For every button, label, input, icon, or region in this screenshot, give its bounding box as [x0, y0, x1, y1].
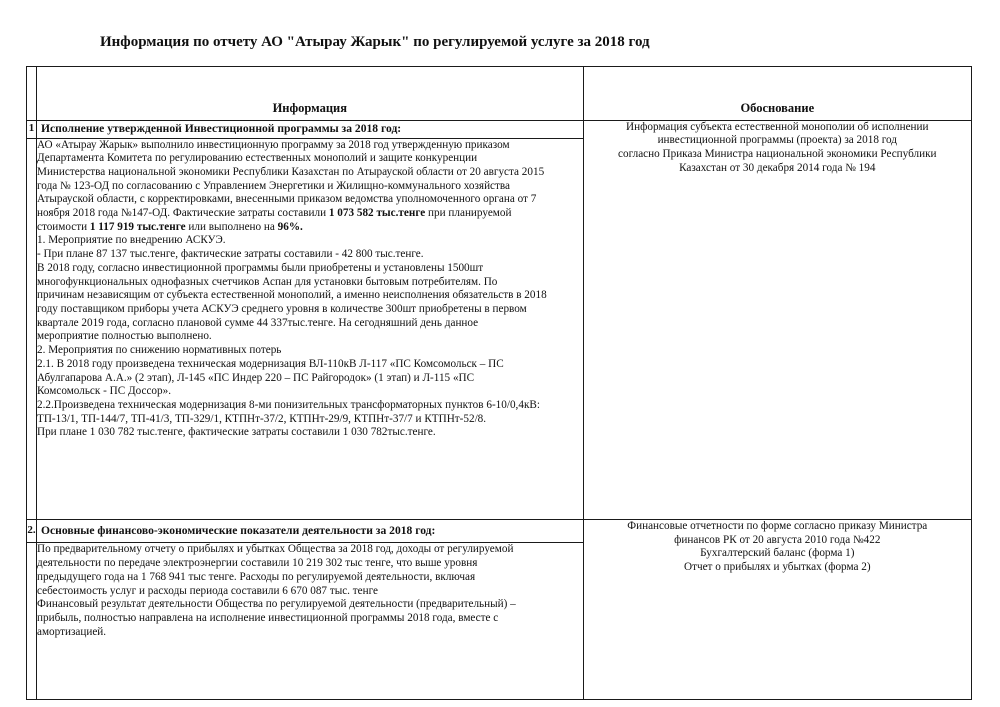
header-info: Информация	[37, 67, 584, 121]
text-line: причинам независящим от субъекта естественной монополий, а именно неисполнения обязательств в 2018	[37, 289, 547, 302]
section2-title: Основные финансово-экономические показатели деятельности за 2018 год:	[37, 519, 584, 542]
text-line: мероприятие полностью выполнено.	[37, 330, 212, 343]
section1-basis-line: инвестиционной программы (проекта) за 2018 год	[657, 134, 897, 147]
text-line: себестоимость услуг и расходы периода составили 6 670 087 тыс. тенге	[37, 584, 379, 597]
text-line: деятельности по передаче электроэнергии составили 10 219 302 тыс тенге, что выше уровня	[37, 557, 478, 570]
header-basis: Обоснование	[583, 67, 971, 121]
text-line	[37, 221, 583, 235]
section1-basis-line: согласно Приказа Министра национальной экономики Республики	[618, 148, 937, 161]
table-header-row	[27, 67, 972, 121]
text-line: Департамента Комитета по регулированию естественных монополий и защите конкуренции	[37, 152, 478, 165]
text-line: По предварительному отчету о прибылях и убытках Общества за 2018 год, доходы от регулируемой	[37, 543, 514, 556]
text-line: Министерства национальной экономики Республики Казахстан по Атырауской области от 20 августа 2015	[37, 165, 545, 178]
section1-basis-line: Казахстан от 30 декабря 2014 года № 194	[679, 161, 876, 174]
text-line: ТП-13/1, ТП-144/7, ТП-41/3, ТП-329/1, КТПНт-37/2, КТПНт-29/9, КТПНт-37/7 и КТПНт-52/8.	[37, 412, 487, 425]
section2-basis	[583, 519, 971, 699]
section1-basis	[583, 120, 971, 519]
section2-title-row	[27, 519, 972, 542]
text-line: 2.1. В 2018 году произведена техническая модернизация ВЛ-110кВ Л-117 «ПС Комсомольск – ПС	[37, 357, 504, 370]
report-table	[26, 66, 972, 700]
planned-cost-value: 1 117 919 тыс.тенге	[89, 220, 186, 233]
text-line: прибыль, полностью направлена на исполнение инвестиционной программы 2018 года, вместе с	[37, 611, 499, 624]
text-segment: ноября 2018 года №147-ОД. Фактические затраты составили	[37, 207, 329, 220]
completion-percent: 96%.	[277, 220, 303, 233]
text-line: году поставщиком приборы учета АСКУЭ среднего уровня в количестве 300шт приобретены в первом	[37, 303, 527, 315]
text-line: При плане 1 030 782 тыс.тенге, фактические затраты составили 1 030 782тыс.тенге.	[37, 426, 436, 439]
text-line: Финансовый результат деятельности Общества по регулируемой деятельности (предварительный) –	[37, 598, 516, 611]
text-line: квартале 2019 года, согласно плановой сумме 44 337тыс.тенге. На сегодняшний день данное	[37, 316, 479, 329]
text-line: года № 123-ОД по согласованию с Управлением Энергетики и Жилищно-коммунального хозяйства	[37, 179, 511, 192]
text-line: 2.2.Произведена техническая модернизация 8-ми понизительных трансформаторных пунктов 6-10/0,4кВ:	[37, 398, 540, 411]
text-segment: при планируемой	[425, 207, 512, 220]
text-segment: или выполнено на	[185, 220, 278, 233]
section2-number: 2.	[27, 519, 37, 542]
section2-basis-line: Финансовые отчетности по форме согласно приказу Министра	[627, 519, 928, 532]
text-line: В 2018 году, согласно инвестиционной программы были приобретены и установлены 1500шт	[37, 261, 484, 274]
text-line: предыдущего года на 1 768 941 тыс тенге. Расходы по регулируемой деятельности, включая	[37, 570, 476, 583]
text-line: многофункциональных однофазных счетчиков Аспан для установки бытовым потребителям. По	[37, 275, 498, 288]
section1-basis-line: Информация субъекта естественной монополии об исполнении	[626, 120, 929, 133]
section2-basis-line: Отчет о прибылях и убытках (форма 2)	[684, 561, 871, 574]
text-line: Атырауской области, с корректировками, внесенными приказом ведомства уполномоченного органа от 7	[37, 193, 537, 206]
text-line: амортизацией.	[37, 625, 107, 638]
section1-number: 1	[27, 120, 37, 138]
section1-title-row	[27, 120, 972, 138]
section1-body	[37, 138, 584, 519]
header-num-cell	[27, 67, 37, 121]
text-line	[37, 207, 583, 221]
section1-title: Исполнение утвержденной Инвестиционной программы за 2018 год:	[37, 120, 584, 138]
text-line: АО «Атырау Жарык» выполнило инвестиционную программу за 2018 год утвержденную приказом	[37, 138, 510, 151]
measure1-plan: - При плане 87 137 тыс.тенге, фактические затраты составили - 42 800 тыс.тенге.	[37, 248, 424, 261]
actual-cost-value: 1 073 582 тыс.тенге	[328, 207, 426, 220]
text-segment: стоимости	[37, 220, 90, 233]
text-line: Абулгапарова А.А.» (2 этап), Л-145 «ПС Индер 220 – ПС Райгородок» (1 этап) и Л-115 «ПС	[37, 371, 475, 384]
section2-body-num-cell	[27, 543, 37, 700]
section2-body	[37, 543, 584, 700]
section2-basis-line: Бухгалтерский баланс (форма 1)	[700, 547, 855, 560]
measure1-title: 1. Мероприятие по внедрению АСКУЭ.	[37, 234, 226, 247]
section1-body-num-cell	[27, 138, 37, 519]
measure2-title: 2. Мероприятия по снижению нормативных потерь	[37, 344, 282, 357]
page-title: Информация по отчету АО "Атырау Жарык" по регулируемой услуге за 2018 год	[100, 34, 650, 50]
text-line: Комсомольск - ПС Доссор».	[37, 385, 171, 398]
section2-basis-line: финансов РК от 20 августа 2010 года №422	[674, 533, 881, 546]
